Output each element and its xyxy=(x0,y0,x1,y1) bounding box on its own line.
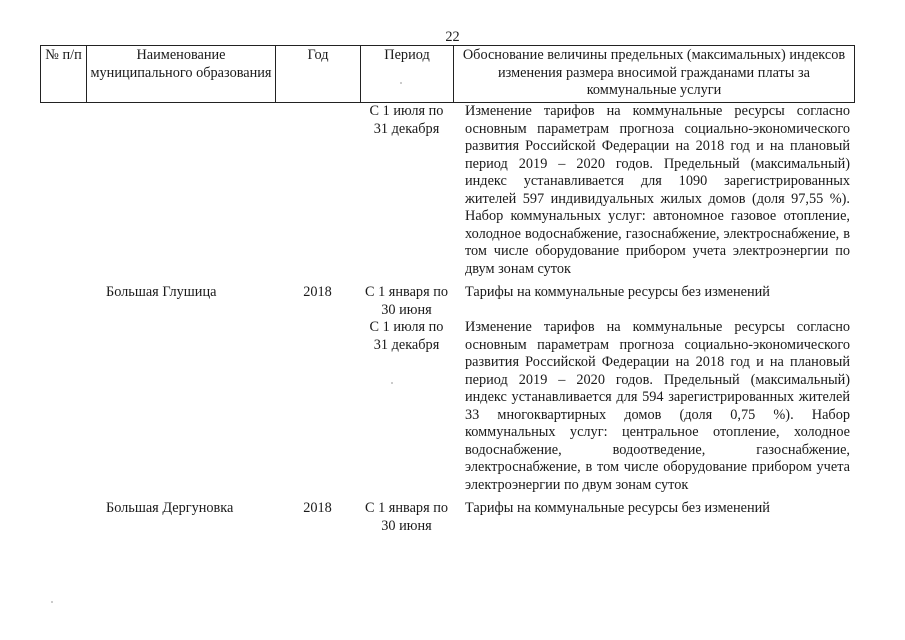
row-year: 2018 xyxy=(303,500,332,516)
header-col-year: Год xyxy=(276,46,361,103)
header-col-period: Период xyxy=(361,46,454,103)
row-municipality xyxy=(86,319,275,494)
row-year xyxy=(275,103,360,278)
row-period: С 1 июля по 31 декабря xyxy=(369,319,444,353)
row-year: 2018 xyxy=(303,284,332,300)
row-number xyxy=(40,494,86,535)
table-row xyxy=(40,103,854,278)
scan-speck xyxy=(391,382,393,384)
row-municipality: Большая Глушица xyxy=(106,284,217,300)
table-row xyxy=(40,319,854,494)
row-justification: Тарифы на коммунальные ресурсы без изменений xyxy=(465,284,770,300)
header-col-municipality: Наименование муниципального образования xyxy=(87,46,276,103)
row-number xyxy=(40,278,86,319)
row-municipality: Большая Дергуновка xyxy=(106,500,234,516)
header-col-number: № п/п xyxy=(41,46,87,103)
table-header xyxy=(40,45,855,103)
row-number xyxy=(40,103,86,278)
table-row xyxy=(40,278,854,319)
row-justification: Тарифы на коммунальные ресурсы без изменений xyxy=(465,500,770,516)
header-col-justification: Обоснование величины предельных (максимальных) индексов изменения размера вносимой гражданами платы за коммунальные услуги xyxy=(454,46,855,103)
table-body xyxy=(40,103,854,535)
row-justification: Изменение тарифов на коммунальные ресурсы согласно основным параметрам прогноза социально-экономического развития Российской Федерации на 2018 год и на плановый период 2019 – 2020 годов. Предельный (максимальный) индекс устанавливается для 594 зарегистрированных жителей 33 многоквартирных домов (доля 0,75 %). Набор коммунальных услуг: центральное отопление, холодное водоснабжение, водоотведение, газоснабжение, электроснабжение, в том числе оборудование прибором учета электроэнергии по двум зонам суток xyxy=(465,319,850,493)
scan-speck xyxy=(400,82,402,84)
row-period: С 1 января по 30 июня xyxy=(364,500,449,534)
row-period: С 1 июля по 31 декабря xyxy=(369,103,444,137)
header-row xyxy=(41,46,855,103)
table-row xyxy=(40,494,854,535)
page-number: 22 xyxy=(445,29,460,45)
row-year xyxy=(275,319,360,494)
row-number xyxy=(40,319,86,494)
row-municipality xyxy=(86,103,275,278)
row-justification: Изменение тарифов на коммунальные ресурсы согласно основным параметрам прогноза социально-экономического развития Российской Федерации на 2018 год и на плановый период 2019 – 2020 годов. Предельный (максимальный) индекс устанавливается для 1090 зарегистрированных жителей 597 индивидуальных жилых домов (доля 97,55 %). Набор коммунальных услуг: автономное газовое отопление, холодное водоснабжение, газоснабжение, электроснабжение, в том числе оборудование прибором учета электроэнергии по двум зонам суток xyxy=(465,103,850,277)
row-period: С 1 января по 30 июня xyxy=(364,284,449,318)
scan-speck xyxy=(51,601,53,603)
